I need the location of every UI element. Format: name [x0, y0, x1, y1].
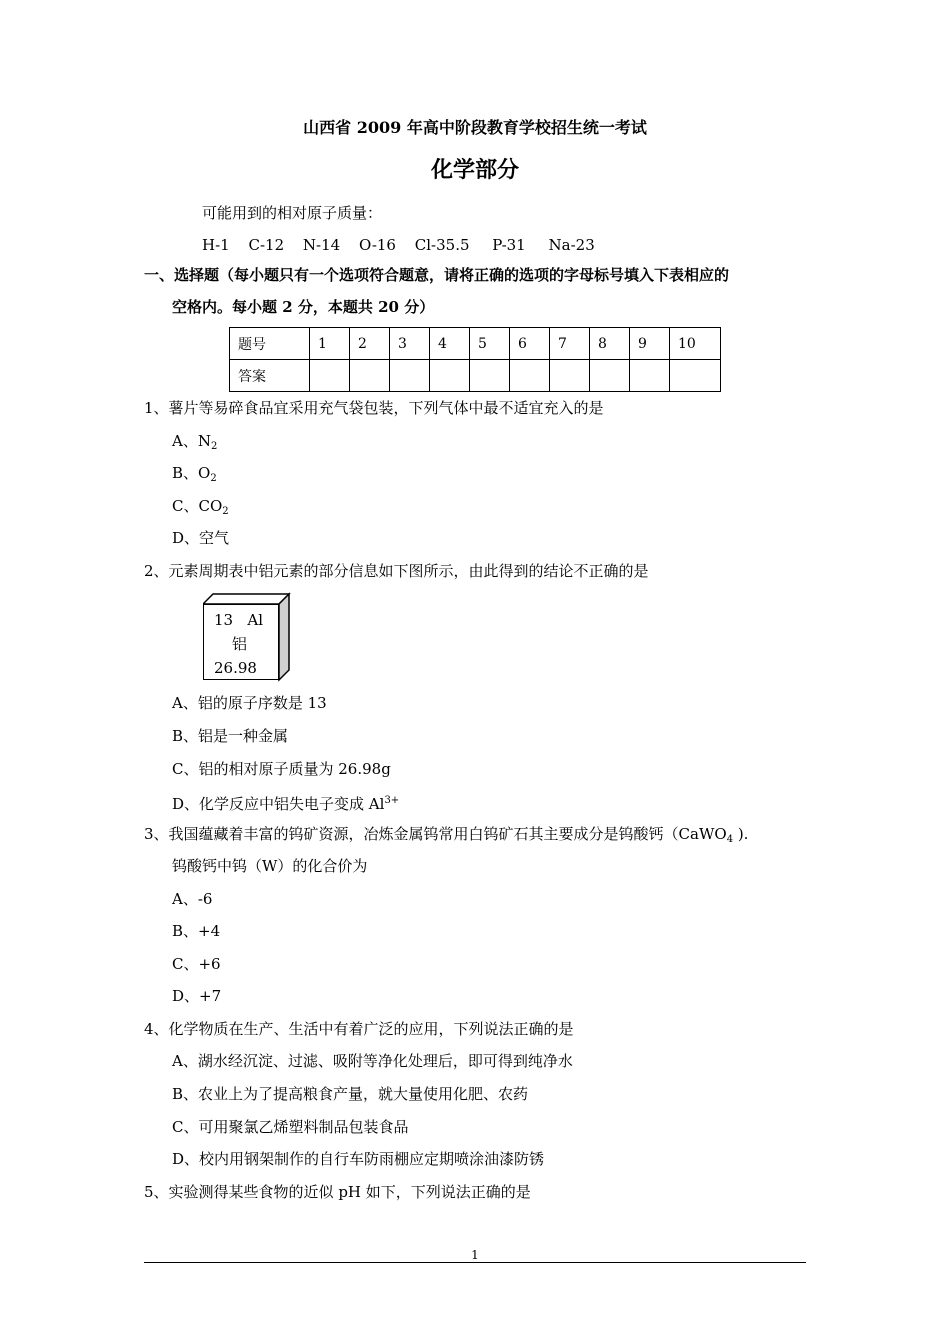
- answer-table-row-label: 答案: [230, 360, 310, 392]
- q3-option-a: A、-6: [172, 890, 213, 908]
- answer-table-number-row: [230, 328, 721, 360]
- answer-cell[interactable]: [470, 360, 510, 392]
- q1-option-a: A、$N_2$: [172, 432, 218, 452]
- answer-cell[interactable]: [590, 360, 630, 392]
- q2-option-b: B、铝是一种金属: [172, 727, 289, 745]
- question-number-cell: 4: [430, 328, 470, 360]
- q3-option-d: D、+7: [172, 987, 222, 1005]
- answer-table: [229, 327, 721, 392]
- question-number-cell: 2: [350, 328, 390, 360]
- q1-option-b: B、$O_2$: [172, 464, 217, 484]
- answer-cell[interactable]: [310, 360, 350, 392]
- q1-option-c: C、$CO_2$: [172, 497, 229, 517]
- element-atomic-number: 13: [214, 611, 234, 629]
- q4-option-c: C、可用聚氯乙烯塑料制品包装食品: [172, 1118, 409, 1136]
- answer-cell[interactable]: [550, 360, 590, 392]
- q5-stem: 5、实验测得某些食物的近似 pH 如下，下列说法正确的是: [144, 1183, 531, 1201]
- element-number-symbol: [214, 611, 263, 629]
- answer-cell[interactable]: [390, 360, 430, 392]
- question-number-cell: 10: [670, 328, 721, 360]
- answer-cell[interactable]: [630, 360, 670, 392]
- question-number-cell: 7: [550, 328, 590, 360]
- q1-option-d: D、空气: [172, 529, 230, 547]
- section1-heading-line2: 空格内。每小题 2 分，本题共 20 分）: [172, 298, 435, 316]
- q2-option-a: A、铝的原子序数是 13: [172, 694, 327, 712]
- answer-table-answer-row: [230, 360, 721, 392]
- section1-heading-line1: 一、选择题（每小题只有一个选项符合题意，请将正确的选项的字母标号填入下表相应的: [144, 266, 730, 284]
- exam-title: 山西省 2009 年高中阶段教育学校招生统一考试: [303, 118, 647, 137]
- footer-divider: [144, 1262, 806, 1263]
- q2-stem: 2、元素周期表中铝元素的部分信息如下图所示，由此得到的结论不正确的是: [144, 562, 649, 580]
- element-name: 铝: [232, 635, 248, 653]
- q3-stem-line2: 钨酸钙中钨（W）的化合价为: [172, 857, 368, 875]
- q2-option-c: C、铝的相对原子质量为 26.98g: [172, 760, 391, 778]
- atomic-mass-item: Cl-35.5: [414, 236, 470, 254]
- atomic-mass-item: P-31: [492, 236, 526, 254]
- subject-title: 化学部分: [430, 157, 519, 183]
- aluminum-element-card: [203, 604, 279, 680]
- q3-option-b: B、+4: [172, 922, 221, 940]
- question-number-cell: 1: [310, 328, 350, 360]
- answer-table-row-label: 题号: [230, 328, 310, 360]
- answer-cell[interactable]: [510, 360, 550, 392]
- question-number-cell: 5: [470, 328, 510, 360]
- q4-option-b: B、农业上为了提高粮食产量，就大量使用化肥、农药: [172, 1085, 529, 1103]
- page-number: 1: [471, 1248, 479, 1262]
- atomic-mass-label: 可能用到的相对原子质量：: [202, 204, 383, 222]
- q3-stem: 3、我国蕴藏着丰富的钨矿资源，冶炼金属钨常用白钨矿石其主要成分是钨酸钙（CaWO$_4$ ).: [144, 825, 749, 845]
- atomic-mass-item: H-1: [202, 236, 230, 254]
- question-number-cell: 8: [590, 328, 630, 360]
- answer-cell[interactable]: [350, 360, 390, 392]
- answer-cell[interactable]: [670, 360, 721, 392]
- question-number-cell: 3: [390, 328, 430, 360]
- answer-cell[interactable]: [430, 360, 470, 392]
- question-number-cell: 9: [630, 328, 670, 360]
- element-mass: 26.98: [214, 659, 257, 677]
- q4-stem: 4、化学物质在生产、生活中有着广泛的应用，下列说法正确的是: [144, 1020, 574, 1038]
- element-symbol: Al: [247, 611, 264, 629]
- q2-option-d: D、化学反应中铝失电子变成 $Al^{3+}$: [172, 795, 400, 813]
- question-number-cell: 6: [510, 328, 550, 360]
- q4-option-a: A、湖水经沉淀、过滤、吸附等净化处理后，即可得到纯净水: [172, 1052, 573, 1070]
- q1-stem: 1、薯片等易碎食品宜采用充气袋包装，下列气体中最不适宜充入的是: [144, 399, 604, 417]
- atomic-mass-item: N-14: [302, 236, 341, 254]
- q4-option-d: D、校内用钢架制作的自行车防雨棚应定期喷涂油漆防锈: [172, 1150, 545, 1168]
- atomic-mass-item: Na-23: [548, 236, 595, 254]
- atomic-mass-list: [202, 235, 609, 255]
- q3-option-c: C、+6: [172, 955, 221, 973]
- atomic-mass-item: C-12: [248, 236, 285, 254]
- atomic-mass-item: O-16: [358, 236, 396, 254]
